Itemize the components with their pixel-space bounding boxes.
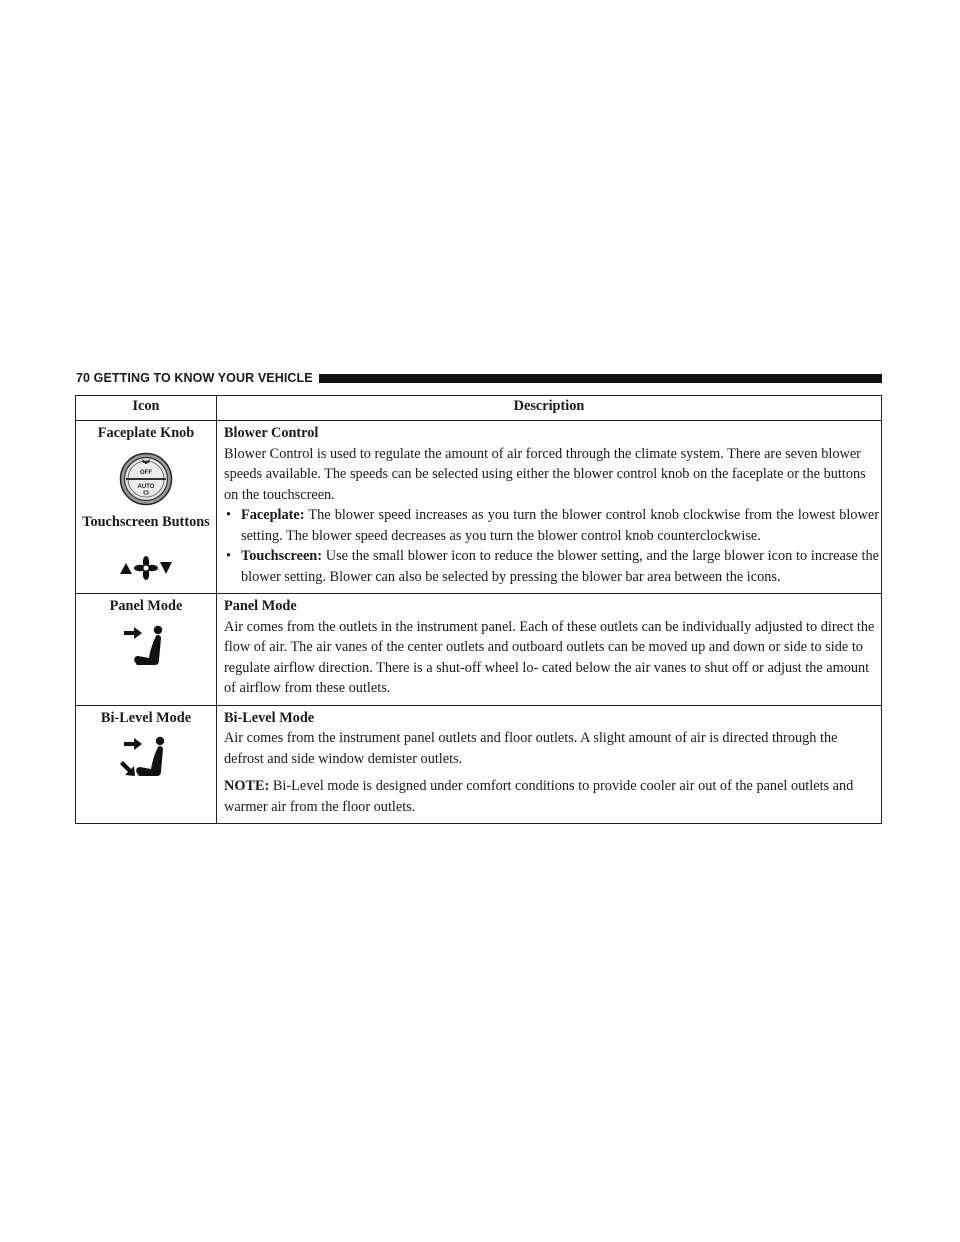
bullet-dot: •: [226, 507, 232, 523]
note-label: NOTE:: [224, 778, 270, 794]
description-cell-blower: [217, 421, 882, 594]
column-header-icon: Icon: [76, 396, 217, 421]
column-header-description: Description: [217, 396, 882, 421]
blower-touchscreen-buttons-icon: [118, 556, 174, 580]
row-title-panel-mode: Panel Mode: [224, 598, 297, 614]
bullet-text: Use the small blower icon to reduce the blower setting, and the large blower icon to increase the blower setting. Blower can also be selected by pressing the blower bar area between the icons.: [241, 548, 879, 585]
icon-label-panel-mode: Panel Mode: [109, 598, 183, 614]
bullet-dot: •: [226, 548, 232, 564]
table-row-bi-level-mode: [76, 705, 882, 824]
icon-cell-bilevel: [76, 705, 217, 824]
icon-cell-blower: [76, 421, 217, 594]
row-body-blower-control: Blower Control is used to regulate the amount of air forced through the climate system. There are seven blower speeds available. The speeds can be selected using either the blower control knob on the faceplate or the buttons on the touchscreen.: [224, 445, 866, 503]
bi-level-mode-icon: [116, 733, 176, 783]
knob-off-label: OFF: [140, 469, 152, 476]
bullet-text: The blower speed increases as you turn the blower control knob clockwise from the lowest blower setting. The blower speed decreases as you turn the blower control knob counterclockwise.: [241, 507, 879, 544]
knob-auto-label: AUTO: [137, 483, 155, 490]
table-row-blower-control: [76, 421, 882, 594]
row-body-bi-level-mode: Air comes from the instrument panel outlets and floor outlets. A slight amount of air is directed through the defrost and side window demister outlets.: [224, 730, 838, 767]
header-rule: [319, 374, 882, 383]
table-header-row: [76, 396, 882, 421]
bullet-term: Faceplate:: [241, 507, 305, 523]
icon-label-bi-level-mode: Bi-Level Mode: [100, 709, 192, 726]
note-paragraph: [224, 776, 879, 817]
page-header: [76, 370, 882, 386]
page-title: 70 GETTING TO KNOW YOUR VEHICLE: [76, 371, 313, 385]
list-item: [224, 505, 879, 546]
climate-controls-table: [75, 395, 882, 824]
row-title-blower-control: Blower Control: [224, 425, 319, 441]
row-body-panel-mode: Air comes from the outlets in the instrument panel. Each of these outlets can be individually adjusted to direct the flow of air. The air vanes of the center outlets and outboard outlets can be moved up and down or side to side to regulate airflow direction. There is a shut-off wheel lo- cated below the air vanes to shut off or adjust the amount of airflow from these outlets.: [224, 618, 875, 696]
icon-cell-panel: [76, 594, 217, 706]
panel-mode-icon: [116, 622, 176, 670]
icon-label-touchscreen-buttons: Touchscreen Buttons: [82, 513, 210, 530]
list-item: [224, 546, 879, 587]
blower-bullet-list: [224, 505, 879, 587]
note-text: Bi-Level mode is designed under comfort conditions to provide cooler air out of the panel outlets and warmer air from the floor outlets.: [224, 778, 854, 815]
bullet-term: Touchscreen:: [241, 548, 323, 564]
description-cell-panel: [217, 594, 882, 706]
description-cell-bilevel: [217, 705, 882, 824]
icon-label-faceplate-knob: Faceplate Knob: [97, 425, 195, 441]
row-title-bi-level-mode: Bi-Level Mode: [224, 709, 315, 726]
table-row-panel-mode: [76, 594, 882, 706]
blower-control-knob-icon: [116, 452, 176, 506]
